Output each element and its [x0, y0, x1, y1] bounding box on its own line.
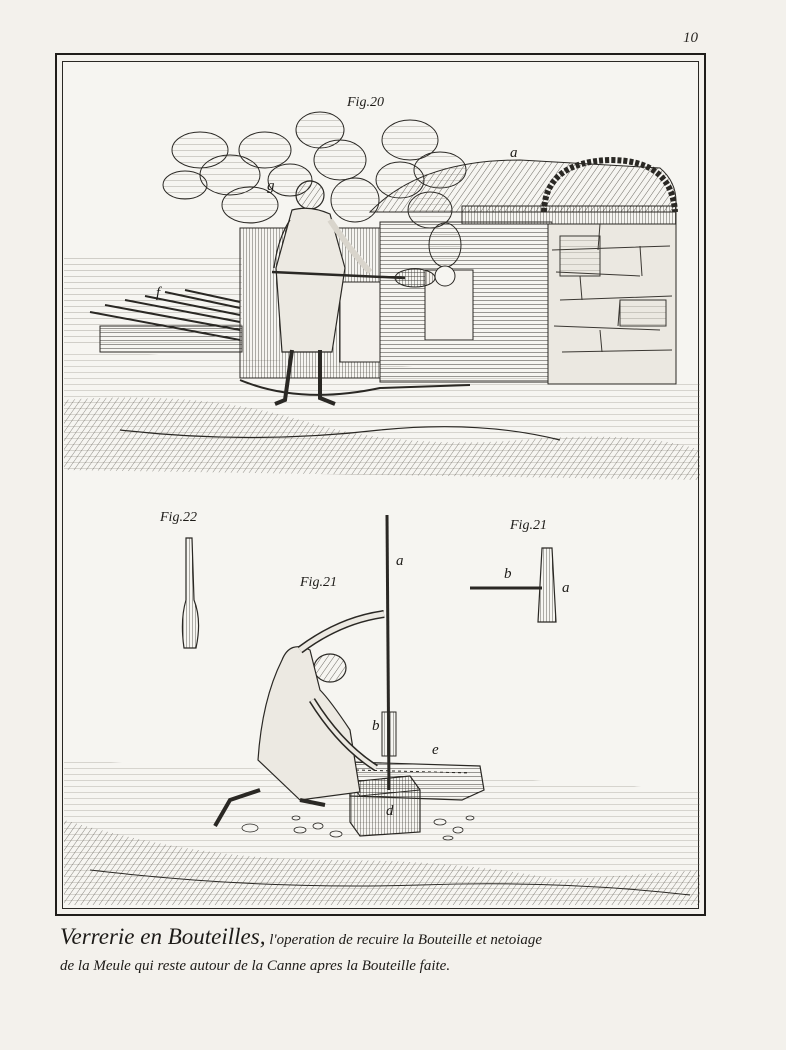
fig21-tool-letter-b: b: [504, 566, 512, 582]
fig21-hammer: [470, 548, 556, 622]
fig20-letter-a: a: [510, 145, 518, 161]
fig22-label: Fig.22: [160, 510, 197, 525]
fig20-letter-g: g: [267, 178, 275, 194]
fig20-label: Fig.20: [347, 95, 384, 110]
fig21-main-letter-b: b: [372, 718, 380, 734]
fig21-main-letter-e: e: [432, 742, 439, 758]
fig21-main-label: Fig.21: [300, 575, 337, 590]
plate-number: 10: [683, 30, 698, 46]
caption-line1-rest: l'operation de recuire la Bouteille et netoiage: [265, 932, 543, 948]
caption-title: Verrerie en Bouteilles,: [60, 924, 266, 949]
caption-line2: de la Meule qui reste autour de la Canne apres la Bouteille faite.: [60, 958, 451, 974]
fig21-main-letter-a: a: [396, 553, 404, 569]
vertical-pipe: [382, 515, 396, 790]
fig20-letter-f: f: [156, 285, 161, 301]
fig21-tool-letter-a: a: [562, 580, 570, 596]
anvil-block: [350, 776, 420, 836]
fig21-tool-label: Fig.21: [510, 518, 547, 533]
fig22-tool: [182, 538, 198, 648]
fig21-main-letter-d: d: [386, 803, 394, 819]
plate-caption: [60, 924, 730, 979]
